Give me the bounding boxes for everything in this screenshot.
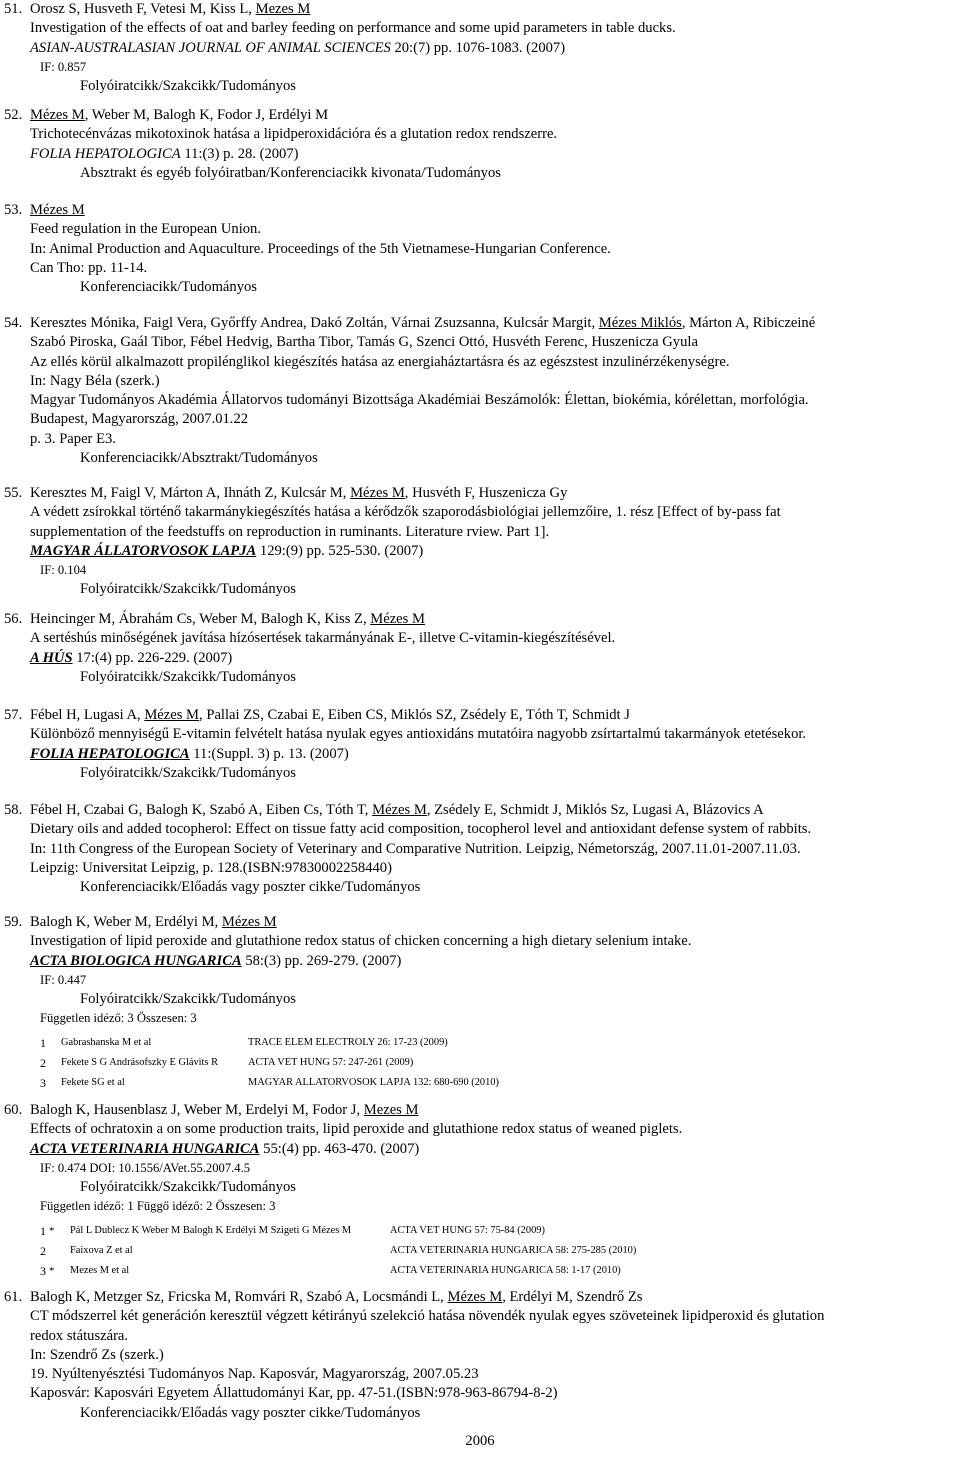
self-author-link[interactable]: Mézes M [144, 707, 200, 723]
authors: Fébel H, Lugasi A, Mézes M, Pallai ZS, Czabai E, Eiben CS, Miklós SZ, Zsédely E, Tóth T, Schmidt J [30, 707, 630, 723]
entry-number: 52. [4, 107, 23, 123]
proceedings: In: 11th Congress of the European Society of Veterinary and Comparative Nutrition. Leipzig, Németország, 2007.11.01-2007.11.03. [30, 840, 801, 857]
citation-author: Gabrashanska M et al [61, 1036, 152, 1048]
impact-factor: IF: 0.447 [40, 972, 87, 987]
title: Trichotecénvázas mikotoxinok hatása a lipidperoxidációra és a glutation redox rendszerre. [30, 126, 558, 143]
self-author-link[interactable]: Mézes Miklós [598, 315, 682, 331]
title: Investigation of lipid peroxide and glutathione redox status of chicken concerning a high dietary selenium intake. [30, 933, 692, 950]
impact-factor: IF: 0.104 [40, 563, 87, 578]
impact-factor: IF: 0.474 DOI: 10.1556/AVet.55.2007.4.5 [40, 1160, 251, 1175]
title: Effects of ochratoxin a on some production traits, lipid peroxide and glutathione redox status of weaned piglets. [30, 1121, 683, 1138]
title: A védett zsírokkal történő takarmánykiegészítés hatása a kérődzők szaporodásbiológiai jellemzőire, 1. rész [Effect of by-pass fat [30, 504, 781, 521]
citation-row: 1 Gabrashanska M et al TRACE ELEM ELECTROLY 26: 17-23 (2009) [40, 1033, 954, 1053]
publication-type: Folyóiratcikk/Szakcikk/Tudományos [80, 581, 296, 598]
self-author-link[interactable]: Mezes M [363, 1102, 419, 1118]
title: Investigation of the effects of oat and barley feeding on performance and some upid parameters in table ducks. [30, 20, 676, 37]
authors: Balogh K, Weber M, Erdélyi M, Mézes M [30, 914, 277, 930]
citation-ref: TRACE ELEM ELECTROLY 26: 17-23 (2009) [248, 1036, 448, 1048]
impact-factor: IF: 0.857 [40, 59, 87, 74]
publisher-place: Kaposvár: Kaposvári Egyetem Állattudományi Kar, pp. 47-51.(ISBN:978-963-86794-8-2) [30, 1385, 558, 1402]
publication-type: Konferenciacikk/Tudományos [80, 279, 257, 296]
publication-type: Folyóiratcikk/Szakcikk/Tudományos [80, 1179, 296, 1196]
publication-type: Konferenciacikk/Absztrakt/Tudományos [80, 450, 318, 467]
title: CT módszerrel két generáción keresztül végzett kétirányú szelekció hatása növendék nyulak egyes szöveteinek lipidperoxid és glutation [30, 1308, 825, 1325]
entry-number: 51. [4, 1, 23, 17]
authors: Mézes M, Weber M, Balogh K, Fodor J, Erdélyi M [30, 107, 329, 123]
citation-author: Fekete SG et al [61, 1076, 125, 1088]
publication-type: Konferenciacikk/Előadás vagy poszter cikke/Tudományos [80, 1404, 421, 1421]
authors: Orosz S, Husveth F, Vetesi M, Kiss L, Mezes M [30, 1, 311, 17]
publication-type: Absztrakt és egyéb folyóiratban/Konferenciacikk kivonata/Tudományos [80, 164, 501, 181]
self-author-link[interactable]: Mézes M [372, 802, 427, 818]
citation-author: Faixova Z et al [70, 1244, 133, 1256]
journal-name: FOLIA HEPATOLOGICA [30, 145, 181, 162]
citation-row: 3 * Mezes M et al ACTA VETERINARIA HUNGARICA 58: 1-17 (2010) [40, 1261, 954, 1281]
citation-author: Fekete S G Andrásofszky E Glávits R [61, 1056, 218, 1068]
citation-ref: ACTA VETERINARIA HUNGARICA 58: 275-285 (2010) [390, 1244, 637, 1256]
book-title: Magyar Tudományos Akadémia Állatorvos tudományi Bizottsága Akadémiai Beszámolók: Élettan, biokémia, kórélettan, morfológia. [30, 392, 809, 409]
publication-type: Folyóiratcikk/Szakcikk/Tudományos [80, 764, 296, 781]
journal-name: A HÚS [30, 649, 73, 666]
authors: Keresztes Mónika, Faigl Vera, Győrffy Andrea, Dakó Zoltán, Várnai Zsuzsanna, Kulcsár Margit, Mézes Miklós, Márton A, Ribiczeiné [30, 315, 816, 331]
entry-number: 58. [4, 802, 23, 818]
journal-name: ASIAN-AUSTRALASIAN JOURNAL OF ANIMAL SCIENCES [30, 39, 391, 56]
self-author-link[interactable]: Mézes M [30, 202, 85, 218]
editor: In: Szendrő Zs (szerk.) [30, 1346, 164, 1363]
journal-line: FOLIA HEPATOLOGICA 11:(Suppl. 3) p. 13. (2007) [30, 745, 349, 762]
journal-line: FOLIA HEPATOLOGICA 11:(3) p. 28. (2007) [30, 145, 299, 162]
self-author-link[interactable]: Mezes M [255, 1, 311, 17]
publisher-place: Leipzig: Universitat Leipzig, p. 128.(ISBN:97830002258440) [30, 859, 392, 876]
citation-ref: MAGYAR ALLATORVOSOK LAPJA 132: 680-690 (2010) [248, 1076, 499, 1088]
authors: Heincinger M, Ábrahám Cs, Weber M, Balogh K, Kiss Z, Mézes M [30, 611, 425, 627]
citation-summary: Független idéző: 1 Függő idéző: 2 Összesen: 3 [40, 1199, 276, 1214]
authors: Fébel H, Czabai G, Balogh K, Szabó A, Eiben Cs, Tóth T, Mézes M, Zsédely E, Schmidt J, Miklós Sz, Lugasi A, Blázovics A [30, 802, 764, 818]
authors [30, 201, 954, 220]
journal-line: ACTA VETERINARIA HUNGARICA 55:(4) pp. 463-470. (2007) [30, 1140, 420, 1157]
title-continued: supplementation of the feedstuffs on reproduction in ruminants. Literature rview. Part 1]. [30, 523, 550, 540]
publisher-place: Can Tho: pp. 11-14. [30, 259, 148, 276]
citation-row: 1 * Pál L Dublecz K Weber M Balogh K Erdélyi M Szigeti G Mézes M ACTA VET HUNG 57: 75-84 (2009) [40, 1221, 954, 1241]
journal-line: A HÚS 17:(4) pp. 226-229. (2007) [30, 649, 233, 666]
journal-name: FOLIA HEPATOLOGICA [30, 745, 190, 762]
title: A sertéshús minőségének javítása hízósertések takarmányának E-, illetve C-vitamin-kiegészítésével. [30, 630, 616, 647]
journal-line: MAGYAR ÁLLATORVOSOK LAPJA 129:(9) pp. 525-530. (2007) [30, 542, 424, 559]
self-author-link[interactable]: Mézes M [370, 611, 425, 627]
citation-list [30, 1221, 954, 1281]
entry-number: 57. [4, 707, 23, 723]
publisher-place: Budapest, Magyarország, 2007.01.22 [30, 411, 249, 428]
title: Dietary oils and added tocopherol: Effect on tissue fatty acid composition, tocopherol level and antioxidant defense system of rabbits. [30, 821, 812, 838]
authors-continued: Szabó Piroska, Gaál Tibor, Fébel Hedvig, Bartha Tibor, Tamás G, Szenci Ottó, Husvéth Ferenc, Huszenicza Gyula [30, 334, 698, 351]
title-continued: redox státuszára. [30, 1327, 129, 1344]
publication-type: Folyóiratcikk/Szakcikk/Tudományos [80, 991, 296, 1008]
pages: p. 3. Paper E3. [30, 430, 116, 447]
journal-line: ACTA BIOLOGICA HUNGARICA 58:(3) pp. 269-279. (2007) [30, 952, 402, 969]
proceedings: In: Animal Production and Aquaculture. Proceedings of the 5th Vietnamese-Hungarian Conference. [30, 240, 611, 257]
entry-number: 54. [4, 315, 23, 331]
publication-type: Konferenciacikk/Előadás vagy poszter cikke/Tudományos [80, 879, 421, 896]
publication-type: Folyóiratcikk/Szakcikk/Tudományos [80, 668, 296, 685]
citation-ref: ACTA VETERINARIA HUNGARICA 58: 1-17 (2010) [390, 1264, 621, 1276]
journal-name: ACTA BIOLOGICA HUNGARICA [30, 952, 242, 969]
citation-author: Pál L Dublecz K Weber M Balogh K Erdélyi M Szigeti G Mézes M [70, 1224, 352, 1236]
citation-list [30, 1033, 954, 1093]
page-number: 2006 [465, 1433, 495, 1449]
citation-summary: Független idéző: 3 Összesen: 3 [40, 1011, 197, 1026]
entry-number: 61. [4, 1289, 23, 1305]
citation-ref: ACTA VET HUNG 57: 247-261 (2009) [248, 1056, 414, 1068]
self-author-link[interactable]: Mézes M [447, 1289, 503, 1305]
proceedings: 19. Nyúltenyésztési Tudományos Nap. Kaposvár, Magyarország, 2007.05.23 [30, 1366, 479, 1383]
authors: Keresztes M, Faigl V, Márton A, Ihnáth Z, Kulcsár M, Mézes M, Husvéth F, Huszenicza Gy [30, 485, 568, 501]
entry-number: 59. [4, 914, 23, 930]
citation-row: 2 Fekete S G Andrásofszky E Glávits R ACTA VET HUNG 57: 247-261 (2009) [40, 1053, 954, 1073]
title: Különböző mennyiségű E-vitamin felvételt hatása nyulak egyes antioxidáns mutatóira nagyobb zsírtartalmú takarmányok etetésekor. [30, 726, 807, 743]
journal-line: ASIAN-AUSTRALASIAN JOURNAL OF ANIMAL SCIENCES 20:(7) pp. 1076-1083. (2007) [30, 39, 566, 56]
entry-number: 56. [4, 611, 23, 627]
publication-type: Folyóiratcikk/Szakcikk/Tudományos [80, 78, 296, 95]
authors: Balogh K, Hausenblasz J, Weber M, Erdelyi M, Fodor J, Mezes M [30, 1102, 419, 1118]
citation-ref: ACTA VET HUNG 57: 75-84 (2009) [390, 1224, 545, 1236]
title: Feed regulation in the European Union. [30, 221, 262, 238]
citation-row: 2 Faixova Z et al ACTA VETERINARIA HUNGARICA 58: 275-285 (2010) [40, 1241, 954, 1261]
self-author-link[interactable]: Mézes M [221, 914, 277, 930]
citation-author: Mezes M et al [70, 1264, 130, 1276]
entry-number: 53. [4, 202, 23, 218]
journal-name: ACTA VETERINARIA HUNGARICA [30, 1140, 260, 1157]
authors: Balogh K, Metzger Sz, Fricska M, Romvári R, Szabó A, Locsmándi L, Mézes M, Erdélyi M, Szendrő Zs [30, 1289, 643, 1305]
self-author-link[interactable]: Mézes M [350, 485, 405, 501]
title: Az ellés körül alkalmazott propilénglikol kiegészítés hatása az energiaháztartásra és az egészstest inzulinérzékenységre. [30, 353, 730, 370]
journal-name: MAGYAR ÁLLATORVOSOK LAPJA [30, 542, 257, 559]
citation-row: 3 Fekete SG et al MAGYAR ALLATORVOSOK LAPJA 132: 680-690 (2010) [40, 1073, 954, 1093]
entry-number: 55. [4, 485, 23, 501]
self-author-link[interactable]: Mézes M [30, 107, 85, 123]
editor: In: Nagy Béla (szerk.) [30, 372, 160, 389]
entry-number: 60. [4, 1102, 23, 1118]
